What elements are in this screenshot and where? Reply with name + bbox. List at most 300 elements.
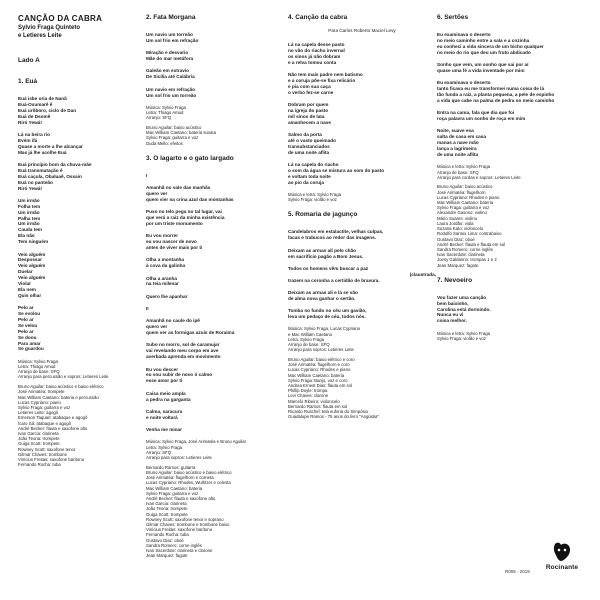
lyric-line: Despossar: [18, 257, 42, 263]
lyric-line: antes de viver mais por ti: [146, 245, 203, 251]
lyric-line: Salmo da porta: [288, 132, 322, 138]
lyric-line: na igreja do pasto: [288, 107, 329, 113]
lyric-line: Subo no morro, sol de caramujar: [146, 342, 220, 348]
credit-line: João Teoria: trompete: [18, 436, 60, 442]
credit-line: Jean Marquez: fagote: [437, 262, 479, 268]
lyric-line: Calma, saracura: [146, 408, 183, 414]
lyric-line: à cova da galinha: [146, 263, 186, 269]
lyric-line: e voltam toda noite: [288, 173, 331, 179]
lyric-line: Veio alguém: [18, 275, 46, 281]
song-dedication: Para Carlos Roberto Maciel Levy: [328, 28, 396, 33]
credit-line: José Arimatéa: flugelhorn e corneta: [146, 475, 214, 481]
lyric-line: Um sol frio um torreão: [146, 92, 197, 98]
song-credits: [288, 326, 436, 419]
lyric-line: Euá isbe oria de Nanã: [18, 96, 67, 101]
credit-line: Ivan Garcia: clarineta: [18, 430, 59, 436]
lyric-line: averbada aprenda em movimento: [146, 354, 221, 360]
credit-line: Gustavo Diaz: oboé: [437, 236, 475, 242]
credit-line: Mac William Caetano: bateria suvata: [146, 130, 216, 136]
lyric-line: esse amor por ti: [146, 378, 183, 384]
album-artist-line-2: e Letieres Leite: [18, 33, 62, 39]
lyric-stanza: [146, 409, 282, 421]
lyric-line: na teia milenar: [146, 281, 179, 287]
credit-line: Letieres Leite: agogô: [18, 410, 59, 416]
credit-line: Arranjo de base: SFQ: [18, 369, 60, 375]
credit-line: Música: Sylvio Fraga: [146, 104, 186, 110]
lyric-line: Se doou: [18, 334, 37, 340]
lyric-stanza: [146, 367, 282, 385]
lyric-stanza: [18, 96, 148, 126]
lyric-stanza: [18, 305, 148, 352]
credit-line: Andrea Ernest Dias: flauta em sol: [288, 382, 353, 388]
credit-line: Música e letra: Sylvio Fraga: [437, 330, 491, 336]
lyric-stanza: [146, 318, 282, 336]
lyric-line: e pia com sua caça: [288, 83, 331, 89]
lyric-line: quem ver as formigas azuis de Roraima: [146, 330, 235, 336]
lyric-stanza: [146, 185, 282, 203]
lyric-line: Um navio um torreão: [146, 32, 193, 37]
lyric-stanza: [437, 80, 587, 104]
credit-line: Bruno Aguilar: baixo acústico e baixo elétrico: [146, 469, 232, 475]
credit-line: Sylvio Fraga: Banjo, voz e coro: [288, 377, 348, 383]
credit-line: Mac William Caetano: bateria: [437, 200, 494, 206]
credit-line: Fernando Rocha: tuba: [18, 462, 61, 468]
lyric-line: por um triste monumento: [146, 220, 203, 226]
lyric-line: Deixam as armas ali e lá se vão: [288, 290, 358, 295]
lyric-line: Lá na capela do riacho: [288, 162, 339, 168]
credit-line: Arranjo para sopros: Letieres Leite: [146, 455, 212, 460]
song-credits: [18, 359, 148, 468]
lyric-stanza: [146, 173, 282, 179]
credit-line: Joesy Galdarino: trompas 1 e 2: [437, 257, 497, 263]
label-name: Rocinante: [545, 564, 579, 571]
credit-line: Letra: Thiago Amud: [146, 110, 184, 116]
credit-line: Mac William Caetano: bateria: [288, 372, 345, 378]
credit-line: Rowney Scott: saxofone tenor e soprano: [146, 516, 224, 522]
lyric-line: Mas já lhe acolhe Euá: [18, 149, 67, 155]
lyric-stanza: [146, 50, 282, 62]
credit-line: Ricardo Ruschel: tela euforia do Simpósio: [288, 408, 369, 414]
lyric-line: Mãe do mar metáfora: [146, 56, 194, 62]
lyric-line: Euá princípio bom da chuva-mãe: [18, 161, 92, 167]
lyric-line: ao pio da coruja: [288, 179, 324, 185]
credit-line: Ícaro Sá: atabaque e agogô: [18, 420, 72, 426]
lyric-line: Um navio em refração: [146, 86, 195, 92]
song-block: [18, 78, 148, 467]
lyric-line: Ela nem: [18, 286, 36, 292]
credit-line: Gilmar Chaves: trombone: [18, 451, 67, 457]
lyric-line: facas e trabucos ao redor das imagens.: [288, 235, 377, 241]
credit-line: Arranjo para cordas e sopros: Letieres Leite: [437, 174, 521, 180]
lyric-stanza: [437, 128, 587, 158]
lyric-line: Venha me minar: [146, 427, 182, 433]
lyric-line: Ela não: [18, 233, 35, 239]
lyric-stanza: [437, 62, 587, 74]
credit-line: André Becker: flauta e saxofone alto: [18, 425, 88, 431]
credit-line: Letra: Sylvio Fraga: [288, 336, 325, 342]
credit-group: [437, 164, 587, 180]
credit-line: e Mac William Caetano: [288, 331, 333, 337]
credit-line: Vinícius Freitas: saxofone barítono: [18, 456, 85, 462]
lyric-line: Miração e desvario: [146, 50, 189, 56]
lyric-line: II: [146, 306, 149, 312]
lyric-line: Para amar: [18, 340, 41, 346]
lyric-line: Galeão em extravio: [146, 68, 189, 74]
lyric-line: Candelabros em estalactite, velhas culpas,: [288, 229, 384, 235]
credit-line: Letra: Sylvio Fraga: [146, 444, 183, 450]
lyric-line: o som da água se mistura ao som do pasto: [288, 167, 385, 173]
lyric-line: no meio do rio que deu um fruto abdicado: [437, 49, 531, 55]
lyric-stanza: [146, 68, 282, 80]
credit-line: Música: Sylvio Fraga, José Arimatéa e Bruno Aguilar: [146, 439, 247, 445]
lyric-stanza: [18, 198, 148, 245]
song-title: 3. O lagarto e o gato largado: [146, 154, 234, 162]
lyric-line: Quero lhe apanhar: [146, 293, 188, 299]
song-title: 4. Canção da cabra: [288, 14, 348, 21]
lyric-line: no meio caminho entre a sala e a cozinha: [437, 37, 530, 43]
credit-line: André Becker: flauta e saxofone alto: [146, 495, 216, 501]
credit-line: Lucas Cypriano: Rhodes, Wurlitzer e celesta: [146, 480, 231, 486]
lyric-line: quem vier na crina azul das montanhas: [146, 196, 234, 202]
lyric-stanza: [146, 209, 282, 227]
lyric-line: Lá na capela desse pasto: [288, 42, 345, 47]
lyric-stanza: [437, 110, 587, 122]
lyric-stanza: [146, 257, 282, 269]
lyric-stanza: [146, 87, 282, 99]
credit-line: Bernardo Ramos: flauta em sol: [288, 403, 348, 409]
credit-group: [18, 359, 148, 380]
song-credits: [437, 331, 587, 341]
lyric-line: Pelo ar: [18, 305, 34, 311]
side-label: Lado A: [18, 57, 40, 64]
credit-line: José Arimatéa: trompete: [18, 389, 65, 395]
lyric-line: Eu examinava o deserto: [437, 32, 491, 37]
song-block: [146, 14, 282, 146]
lyric-stanza: [288, 132, 436, 156]
lyric-line: Veio alguém: [18, 251, 46, 257]
lyric-stanza: [146, 306, 282, 312]
lyric-line: manas a nave mão: [437, 140, 479, 146]
credit-line: Música: Sylvio Fraga, Lucas Cypriano: [288, 326, 361, 332]
credit-line: Sandra Romero: corne inglês: [437, 246, 493, 252]
credit-line: Marcelo Ribeiro: violoncelo: [288, 398, 340, 404]
lyric-line: leva um pedaço de céu, todos nós.: [288, 314, 366, 320]
lyric-line: Noite, suave esa: [437, 128, 474, 134]
credit-line: Levi Chaves: clarone: [288, 393, 329, 399]
lyric-line: Tomba no fundo no céu um gavião,: [288, 308, 367, 314]
lyric-stanza: [146, 276, 282, 288]
lyric-line: amanhecem a nave: [288, 119, 331, 125]
lyric-line: bem baixinho,: [437, 300, 469, 306]
lyric-line: tão funda a raiz, a planta pequena, a pele de espinho: [437, 92, 555, 98]
song-credits: [146, 439, 282, 558]
lyric-line: Sonho que vem, um sonho que sai por aí: [437, 62, 529, 68]
lyric-line: Euá caçula, Obaluaê, Ossain: [18, 173, 82, 179]
credit-line: Bruno Aguilar: baixo acústico e baixo elétrico: [18, 384, 104, 390]
lyric-stanza: [437, 32, 587, 56]
credit-line: Ivan Garcia: clarineta: [146, 501, 187, 507]
lyric-line: Tem ninguém: [18, 239, 49, 245]
lyric-line: Dobram por quem: [288, 102, 329, 108]
credit-line: Bruno Aguilar: baixo acústico: [437, 184, 493, 190]
lyric-stanza: [146, 391, 282, 403]
credit-line: Bernardo Ramos: guitarra: [146, 464, 196, 470]
credit-line: André Becker: flauta e flauta em sol: [437, 241, 506, 247]
lyric-line: Lá na beira rio: [18, 131, 51, 137]
lyric-line: Olha a aranha: [146, 275, 178, 281]
lyric-line: De Sicília até Calábria: [146, 74, 195, 80]
lyric-stanza: [288, 290, 436, 302]
lyric-line: Entra na cama, fala que dia que foi: [437, 110, 515, 116]
song-title: 1. Euá: [18, 78, 38, 85]
credit-line: Sylvio Fraga: guitarra e voz: [18, 404, 71, 410]
credit-line: Suzana Kato: violoncelo: [437, 226, 484, 232]
lyric-line: eu vou nascer de novo: [146, 239, 197, 245]
lyric-line: Folha tem: [18, 203, 41, 209]
lyric-stanza: [288, 229, 436, 241]
credit-line: Lucas Cypriano: piano: [18, 399, 61, 405]
credit-line: Arranjo de base: SFQ: [437, 169, 479, 175]
credit-group: [18, 384, 148, 467]
lyric-line: Um irmão: [18, 197, 40, 203]
lyric-line: Euá transmutação ê: [18, 167, 63, 173]
lyric-line: eu conheci a vida sincera de um bicho qualquer: [437, 43, 544, 49]
credit-line: Música: Sylvio Fraga: [18, 358, 58, 364]
lyric-stanza: [146, 233, 282, 251]
credit-line: Jean Marquez: fagote: [146, 553, 188, 559]
lyric-line: Euá urôboro, ciclo de Dan: [18, 107, 77, 113]
credit-group: [288, 192, 436, 202]
song-credits: [146, 105, 282, 146]
credit-line: Sylvio Fraga: guitarra e voz: [146, 490, 199, 496]
album-artist-line-1: Sylvio Fraga Quinteto: [18, 25, 81, 31]
credit-line: Gilmar Chaves: trombone e trombone baixo: [146, 521, 230, 527]
credit-line: Lucas Cypriano: Rhodes e piano: [437, 194, 500, 200]
lyric-line: em sacrifício pagão a Bom Jesus.: [288, 253, 364, 259]
column-3: [288, 14, 436, 428]
column-2: [146, 14, 282, 567]
lyric-line: quero ver: [146, 324, 168, 330]
credit-line: Rowney Scott: saxofone tenor: [18, 446, 76, 452]
column-1: [18, 14, 148, 476]
column-4: [437, 14, 587, 350]
lyric-line: Eu examinava o deserto: [437, 80, 491, 86]
goat-head-icon: [551, 542, 573, 562]
credit-line: Música e letra: Sylvio Fraga: [288, 192, 342, 198]
lyric-line: Todos os homens vêm buscar a paz: [288, 265, 369, 271]
lyric-line: vai revelando meu corpo em ave: [146, 348, 219, 354]
credit-line: Sylvio Fraga: guitarra e voz: [146, 135, 199, 141]
credit-line: Fernando Rocha: tuba: [146, 532, 189, 538]
credit-group: [146, 465, 282, 559]
lyric-line: Pelo ar: [18, 328, 34, 334]
credit-line: Arranjo para percussão e sopros: Letieres Leite: [18, 374, 109, 380]
lyric-line: Caisa meio ampla: [146, 390, 186, 396]
lyric-line: Não tem mais padre nem batismo: [288, 72, 363, 78]
credit-line: Bruno Aguilar: baixo elétrico e coro: [288, 356, 355, 362]
lyric-line: Pelo ar: [18, 316, 34, 322]
lyric-line: os sinos já não dobram: [288, 53, 341, 59]
lyric-line: Eu vou descer: [146, 366, 179, 372]
lyric-line: transubstanciados: [288, 143, 330, 149]
song-block: [437, 277, 587, 341]
lyric-line: Palha tem: [18, 215, 41, 221]
lyric-stanza: [18, 252, 148, 299]
song-credits: [437, 164, 587, 267]
lyric-line: Eu vou morrer: [146, 233, 179, 239]
credit-line: João Teoria: trompete: [146, 506, 188, 512]
credit-group: [437, 331, 587, 341]
credit-line: Rodolfo Santos Lima: contrabaixo: [437, 231, 502, 237]
lyric-stanza: [18, 132, 148, 156]
credit-line: José Arimatéa: flugelhorn: [437, 189, 486, 195]
lyric-line: quase uma fé a vida inventade por mim: [437, 67, 525, 73]
credit-group: [146, 125, 282, 146]
lyric-stanza: [146, 427, 282, 433]
credit-line: Guadalupe Ramos - 75 anos do livro "Angústia": [288, 414, 379, 420]
lyric-line: trazem na coronha a certidão de bravura.: [288, 277, 380, 283]
catalog-number: R005 - 2019: [505, 569, 530, 574]
credit-line: Arranjo para sopros: Letieres Leite: [288, 347, 354, 353]
lyric-line: Amanhã no vale das manhãs: [146, 185, 211, 191]
lyric-stanza: [437, 295, 587, 325]
credit-line: José Arimatéa: flugelhorn e coro: [288, 362, 350, 368]
lyric-stanza: [18, 162, 148, 192]
lyric-line: Amanhã no caule do ipê: [146, 318, 200, 324]
lyric-stanza: [146, 32, 282, 44]
lyric-line: Nunca eu vi: [437, 312, 464, 318]
lyric-line: e a coruja põe-se fixa relicário: [288, 77, 356, 83]
lyric-line: de uma noite aflita: [437, 152, 479, 158]
lyric-line: Euá no panteão: [18, 179, 53, 185]
lyric-line: coisa melhor.: [437, 318, 467, 324]
album-title: CANÇÃO DA CABRA: [18, 14, 103, 23]
credit-line: Guiga Scott: trompete: [146, 511, 188, 517]
lyric-line: Vou fazer uma canção: [437, 294, 487, 300]
lyric-stanza: [288, 308, 436, 320]
lyric-stanza: [288, 42, 436, 66]
lyric-line: e noite voltará: [146, 414, 178, 420]
credit-line: Música e letra: Sylvio Fraga: [437, 164, 491, 170]
song-block: [437, 14, 587, 268]
lyric-line: Cauda tem: [18, 227, 42, 233]
lyric-line: Deixam as armas ali pelo chão: [288, 247, 357, 253]
credit-line: Emerson Taquari: atabaque e agogô: [18, 415, 88, 421]
credit-line: Duda Mello: efeitos: [146, 140, 183, 146]
credit-line: Guiga Scott: trompete: [18, 441, 60, 447]
lyric-line: o verbo fez-se carne: [288, 89, 334, 95]
lyric-line: a vida que cabe na palma de pedra no meio caminho: [437, 97, 555, 103]
song-title: 2. Fata Morgana: [146, 14, 196, 21]
song-title: 6. Sertões: [437, 14, 469, 21]
lyric-line: Um sol frio em refração: [146, 37, 199, 43]
lyric-line: Veio alguém: [18, 263, 46, 269]
credit-line: Arranjo: SFQ: [146, 115, 172, 121]
credit-line: Phillip Doyle: trompa: [288, 388, 328, 394]
lyric-line: que verá a raiz da minha existência: [146, 215, 225, 221]
credit-group: [146, 105, 282, 121]
lyric-line: Riró Yewá!: [18, 185, 42, 191]
lyric-line: Carolina está dormindo.: [437, 306, 491, 312]
lyric-line: Violar: [18, 281, 31, 287]
credit-line: Vinícius Freitas: saxofone barítono: [146, 527, 213, 533]
lyric-stanza: [288, 248, 436, 260]
lyric-stanza: [288, 266, 436, 284]
lyric-line: e a relva tomou conta: [288, 59, 337, 65]
lyric-line: Euá de Dsomê: [18, 113, 51, 119]
lyric-stanza: [146, 342, 282, 360]
lyric-stanza: [288, 102, 436, 126]
credit-line: Gustavo Diaz: oboé: [146, 537, 184, 543]
credit-line: Mário Soares: violino: [437, 215, 478, 221]
lyric-line: a pedra na garganta: [146, 396, 191, 402]
song-block: [288, 14, 436, 202]
lyric-line: Um irmão: [18, 221, 40, 227]
lyric-line: Riró Yewá!: [18, 119, 42, 125]
lyric-line: Evém ifá: [18, 137, 38, 143]
lyric-line: Quase a morte a lhe alcançar: [18, 143, 83, 149]
credit-line: Ivan Sacerdote: clarineta: [437, 252, 485, 258]
lyric-line: (claustrada,: [409, 271, 436, 277]
lyric-line: no vão do riacho invernal: [288, 47, 345, 53]
lyric-line: Puxo no telo pega no tal lugar, vai: [146, 209, 222, 215]
song-credits: [288, 192, 436, 202]
credit-line: Mac William Caetano: bateria e percussão: [18, 394, 99, 400]
lyric-stanza: [288, 72, 436, 96]
credit-group: [288, 326, 436, 352]
lyric-line: lança a lagrimeira: [437, 146, 477, 152]
lyric-line: Euá-Oxumarê ê: [18, 101, 53, 107]
lyric-line: Quis olhar: [18, 292, 42, 298]
lyric-line: I: [146, 172, 148, 178]
lyric-line: Se velou: [18, 322, 38, 328]
lyric-line: roça palavra um sonho de roça em mim: [437, 116, 526, 122]
lyric-line: Olha a montanha: [146, 257, 185, 263]
credit-line: Sylvio Fraga: violão e voz: [437, 335, 486, 341]
song-block: [288, 211, 436, 419]
lyric-line: tanto ficava eu me transformei numa coisa de lá: [437, 86, 545, 92]
lyric-stanza: [146, 294, 282, 300]
credit-line: Arranjo: SFQ: [146, 449, 172, 455]
credit-line: Laura Jordão: viola: [437, 220, 474, 226]
credit-line: Sandra Romero: corne inglês: [146, 542, 202, 548]
credit-line: Mac William Caetano: bateria: [146, 485, 203, 491]
credit-group: [288, 357, 436, 419]
lyric-line: eu vou subir de novo ó calmo: [146, 372, 213, 378]
song-block: [146, 155, 282, 559]
lyric-stanza: [288, 162, 436, 186]
lyric-line: mil sinos de lata: [288, 113, 325, 119]
credit-line: Sylvio Fraga: guitarra e voz: [437, 205, 490, 211]
lyric-line: salta de casa em casa: [437, 134, 486, 140]
song-title: 7. Nevoeiro: [437, 276, 473, 284]
credit-line: Letra: Thiago Amud: [18, 363, 56, 369]
credit-line: Alexandre Gasoso: violino: [437, 210, 487, 216]
credit-line: Bruno Aguilar: baixo acústico: [146, 124, 202, 130]
credit-group: [146, 439, 282, 460]
lyric-line: Se guardou: [18, 346, 44, 352]
credit-line: Sylvio Fraga: violão e voz: [288, 197, 337, 203]
lyric-line: Um irmão: [18, 209, 40, 215]
lyric-line: Se evolou: [18, 311, 41, 317]
credit-group: [437, 184, 587, 267]
credit-line: Arranjo de base: SFQ: [288, 342, 330, 348]
credit-line: Ivan Sacerdote: clarineta e clarone: [146, 547, 213, 553]
lyric-line: até o vasto queimado: [288, 137, 336, 143]
lyric-line: de uma noite aflita: [288, 149, 330, 155]
lyric-line: Duelar: [18, 269, 33, 275]
lyric-line: de alma nova ganhar o sertão.: [288, 295, 356, 301]
